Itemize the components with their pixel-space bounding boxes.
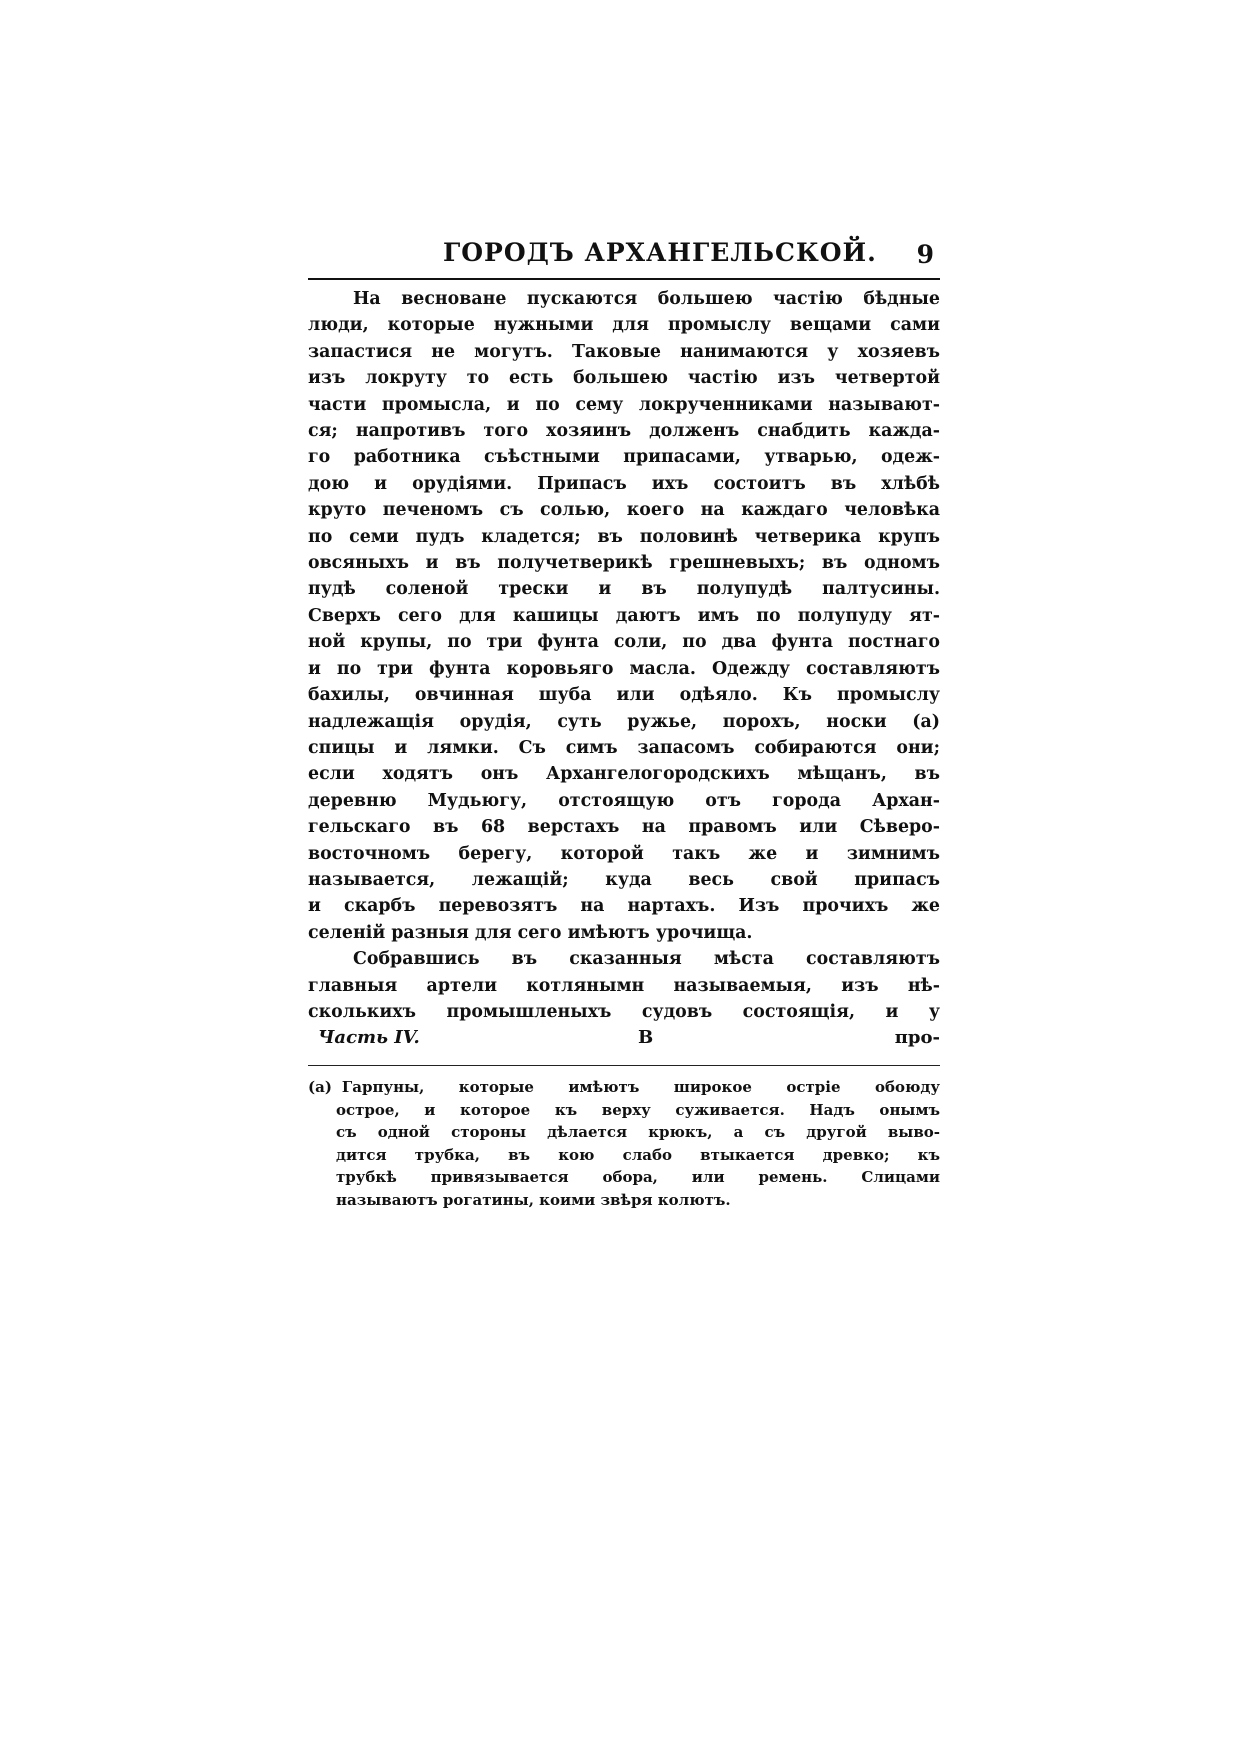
text-line: восточномъ берегу, которой такъ же и зимнимъ [308,843,940,864]
text-line: по семи пудъ кладется; въ половинѣ четверика крупъ [308,526,940,547]
text-line: и по три фунта коровьяго масла. Одежду составляютъ [308,658,940,679]
footnote-line [308,1076,940,1099]
main-text [308,286,940,1025]
footnote-line: дится трубка, въ кою слабо втыкается древко; къ [336,1145,940,1164]
footnote-line: называютъ рогатины, коими звѣря колютъ. [336,1190,731,1209]
footnote [308,1076,940,1211]
signature-line [308,1027,940,1055]
text-line: дою и орудіями. Припасъ ихъ состоитъ въ хлѣбѣ [308,473,940,494]
page-number: 9 [916,240,934,269]
text-line: части промысла, и по сему локрученниками называют- [308,394,940,415]
text-line: гельскаго въ 68 верстахъ на правомъ или Сѣверо- [308,817,940,838]
text-line: надлежащія орудія, суть ружье, порохъ, носки (а) [308,711,940,732]
footnote-rule [308,1065,940,1066]
footnote-line: острое, и которое къ верху суживается. Надъ онымъ [336,1100,940,1119]
text-line: ной крупы, по три фунта соли, по два фунта постнаго [308,632,940,653]
text-line: запастися не могутъ. Таковые нанимаются у хозяевъ [308,341,940,362]
text-line: ся; напротивъ того хозяинъ долженъ снабдить каждa- [308,421,940,442]
text-line: называется, лежащій; куда весь свой припасъ [308,869,940,890]
text-line: селеній разныя для сего имѣютъ урочища. [308,922,753,943]
footnote-text: Гарпуны, которые имѣютъ широкое остріе обоюду [341,1078,940,1097]
book-page [308,236,940,1211]
text-line: деревню Мудьюгу, отстоящую отъ города Архан- [308,790,940,811]
footnote-line: трубкѣ привязывается обора, или ремень. Слицами [336,1168,940,1187]
text-line: го работника съѣстными припасами, утварью, одеж- [308,447,940,468]
catchword: про- [894,1027,940,1049]
text-line: бахилы, овчинная шуба или одѣяло. Къ промыслу [308,685,940,706]
text-line: спицы и лямки. Съ симъ запасомъ собираются они; [308,737,940,758]
text-line: если ходятъ онъ Архангелогородскихъ мѣщанъ, въ [308,764,940,785]
text-line: главныя артели котлянымн называемыя, изъ нѣ- [308,975,940,996]
page-header [308,236,940,276]
signature-mark: В [638,1027,654,1049]
text-line: круто печеномъ съ солью, коего на каждаго человѣка [308,500,940,521]
header-rule [308,278,940,280]
text-line: и скарбъ перевозятъ на нартахъ. Изъ прочихъ же [308,896,940,917]
text-line: сколькихъ промышленыхъ судовъ состоящія, и у [308,1001,940,1022]
text-line: овсяныхъ и въ получетверикѣ грешневыхъ; въ одномъ [308,553,940,574]
text-line: На весноване пускаются большею частію бѣдные [353,289,940,309]
text-line: изъ локруту то есть большею частію изъ четвертой [308,368,940,389]
text-line: пудѣ соленой трески и въ полупудѣ палтусины. [308,579,940,600]
volume-signature: Часть IV. [318,1027,420,1049]
footnote-line: съ одной стороны дѣлается крюкъ, а съ другой выво- [336,1123,940,1142]
text-line: Собравшись въ сказанныя мѣста составляютъ [353,949,940,970]
footnote-marker: (а) [308,1078,332,1097]
running-head: ГОРОДЪ АРХАНГЕЛЬСКОЙ. [443,238,877,267]
text-line: люди, которые нужными для промыслу вещами сами [308,315,940,336]
text-line: Сверхъ сего для кашицы даютъ имъ по полупуду ят- [308,605,940,626]
